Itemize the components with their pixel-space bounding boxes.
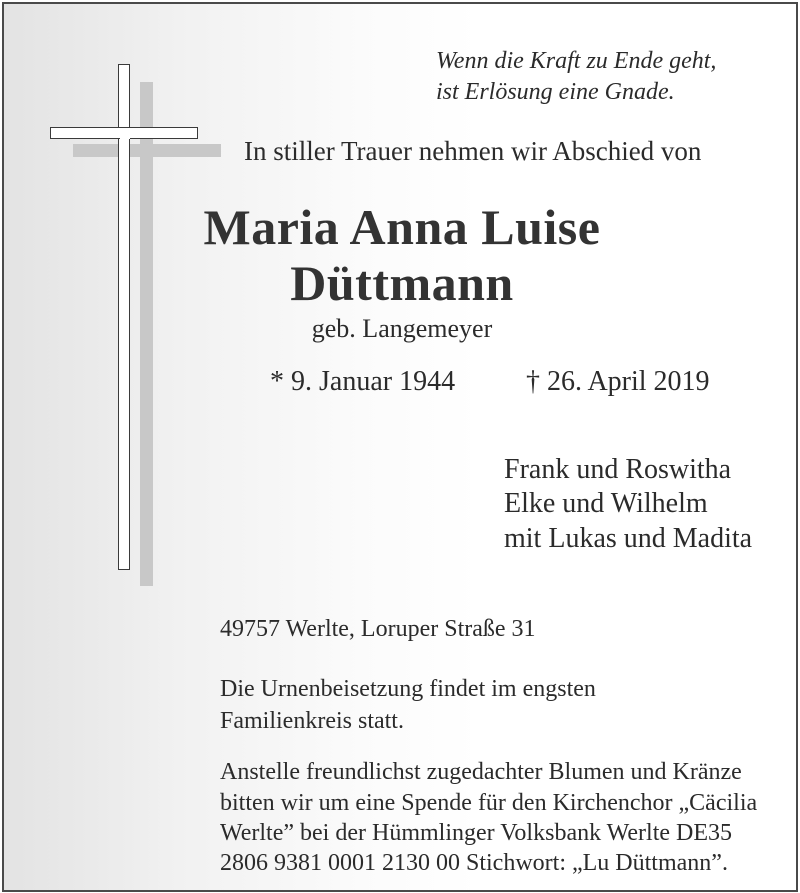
mourner-line-1: Frank und Roswitha [504, 454, 732, 485]
death-date: † 26. April 2019 [526, 366, 710, 397]
burial-line-1: Die Urnenbeisetzung findet im engsten [220, 676, 596, 702]
deceased-name: Maria Anna Luise [203, 199, 601, 255]
deceased-surname: Düttmann [290, 255, 514, 311]
maiden-name: geb. Langemeyer [311, 314, 493, 343]
birth-date: * 9. Januar 1944 [270, 366, 456, 397]
obituary-notice [2, 2, 798, 892]
intro-text: In stiller Trauer nehmen wir Abschied von [244, 136, 702, 166]
address: 49757 Werlte, Loruper Straße 31 [220, 616, 536, 642]
donation-line-3: Werlte” bei der Hümmlinger Volksbank Werlte DE35 [220, 820, 733, 846]
cross-joint [120, 129, 130, 139]
burial-line-2: Familienkreis statt. [220, 708, 404, 734]
donation-line-1: Anstelle freundlichst zugedachter Blumen und Kränze [220, 759, 742, 785]
cross-shadow-bar [73, 144, 221, 157]
donation-line-4: 2806 9381 0001 2130 00 Stichwort: „Lu Düttmann”. [220, 850, 728, 876]
motto-line-1: Wenn die Kraft zu Ende geht, [436, 48, 717, 74]
mourner-line-3: mit Lukas und Madita [504, 523, 753, 554]
donation-line-2: bitten wir um eine Spende für den Kirchenchor „Cäcilia [220, 790, 758, 816]
mourner-line-2: Elke und Wilhelm [504, 488, 708, 519]
motto-line-2: ist Erlösung eine Gnade. [436, 79, 675, 105]
